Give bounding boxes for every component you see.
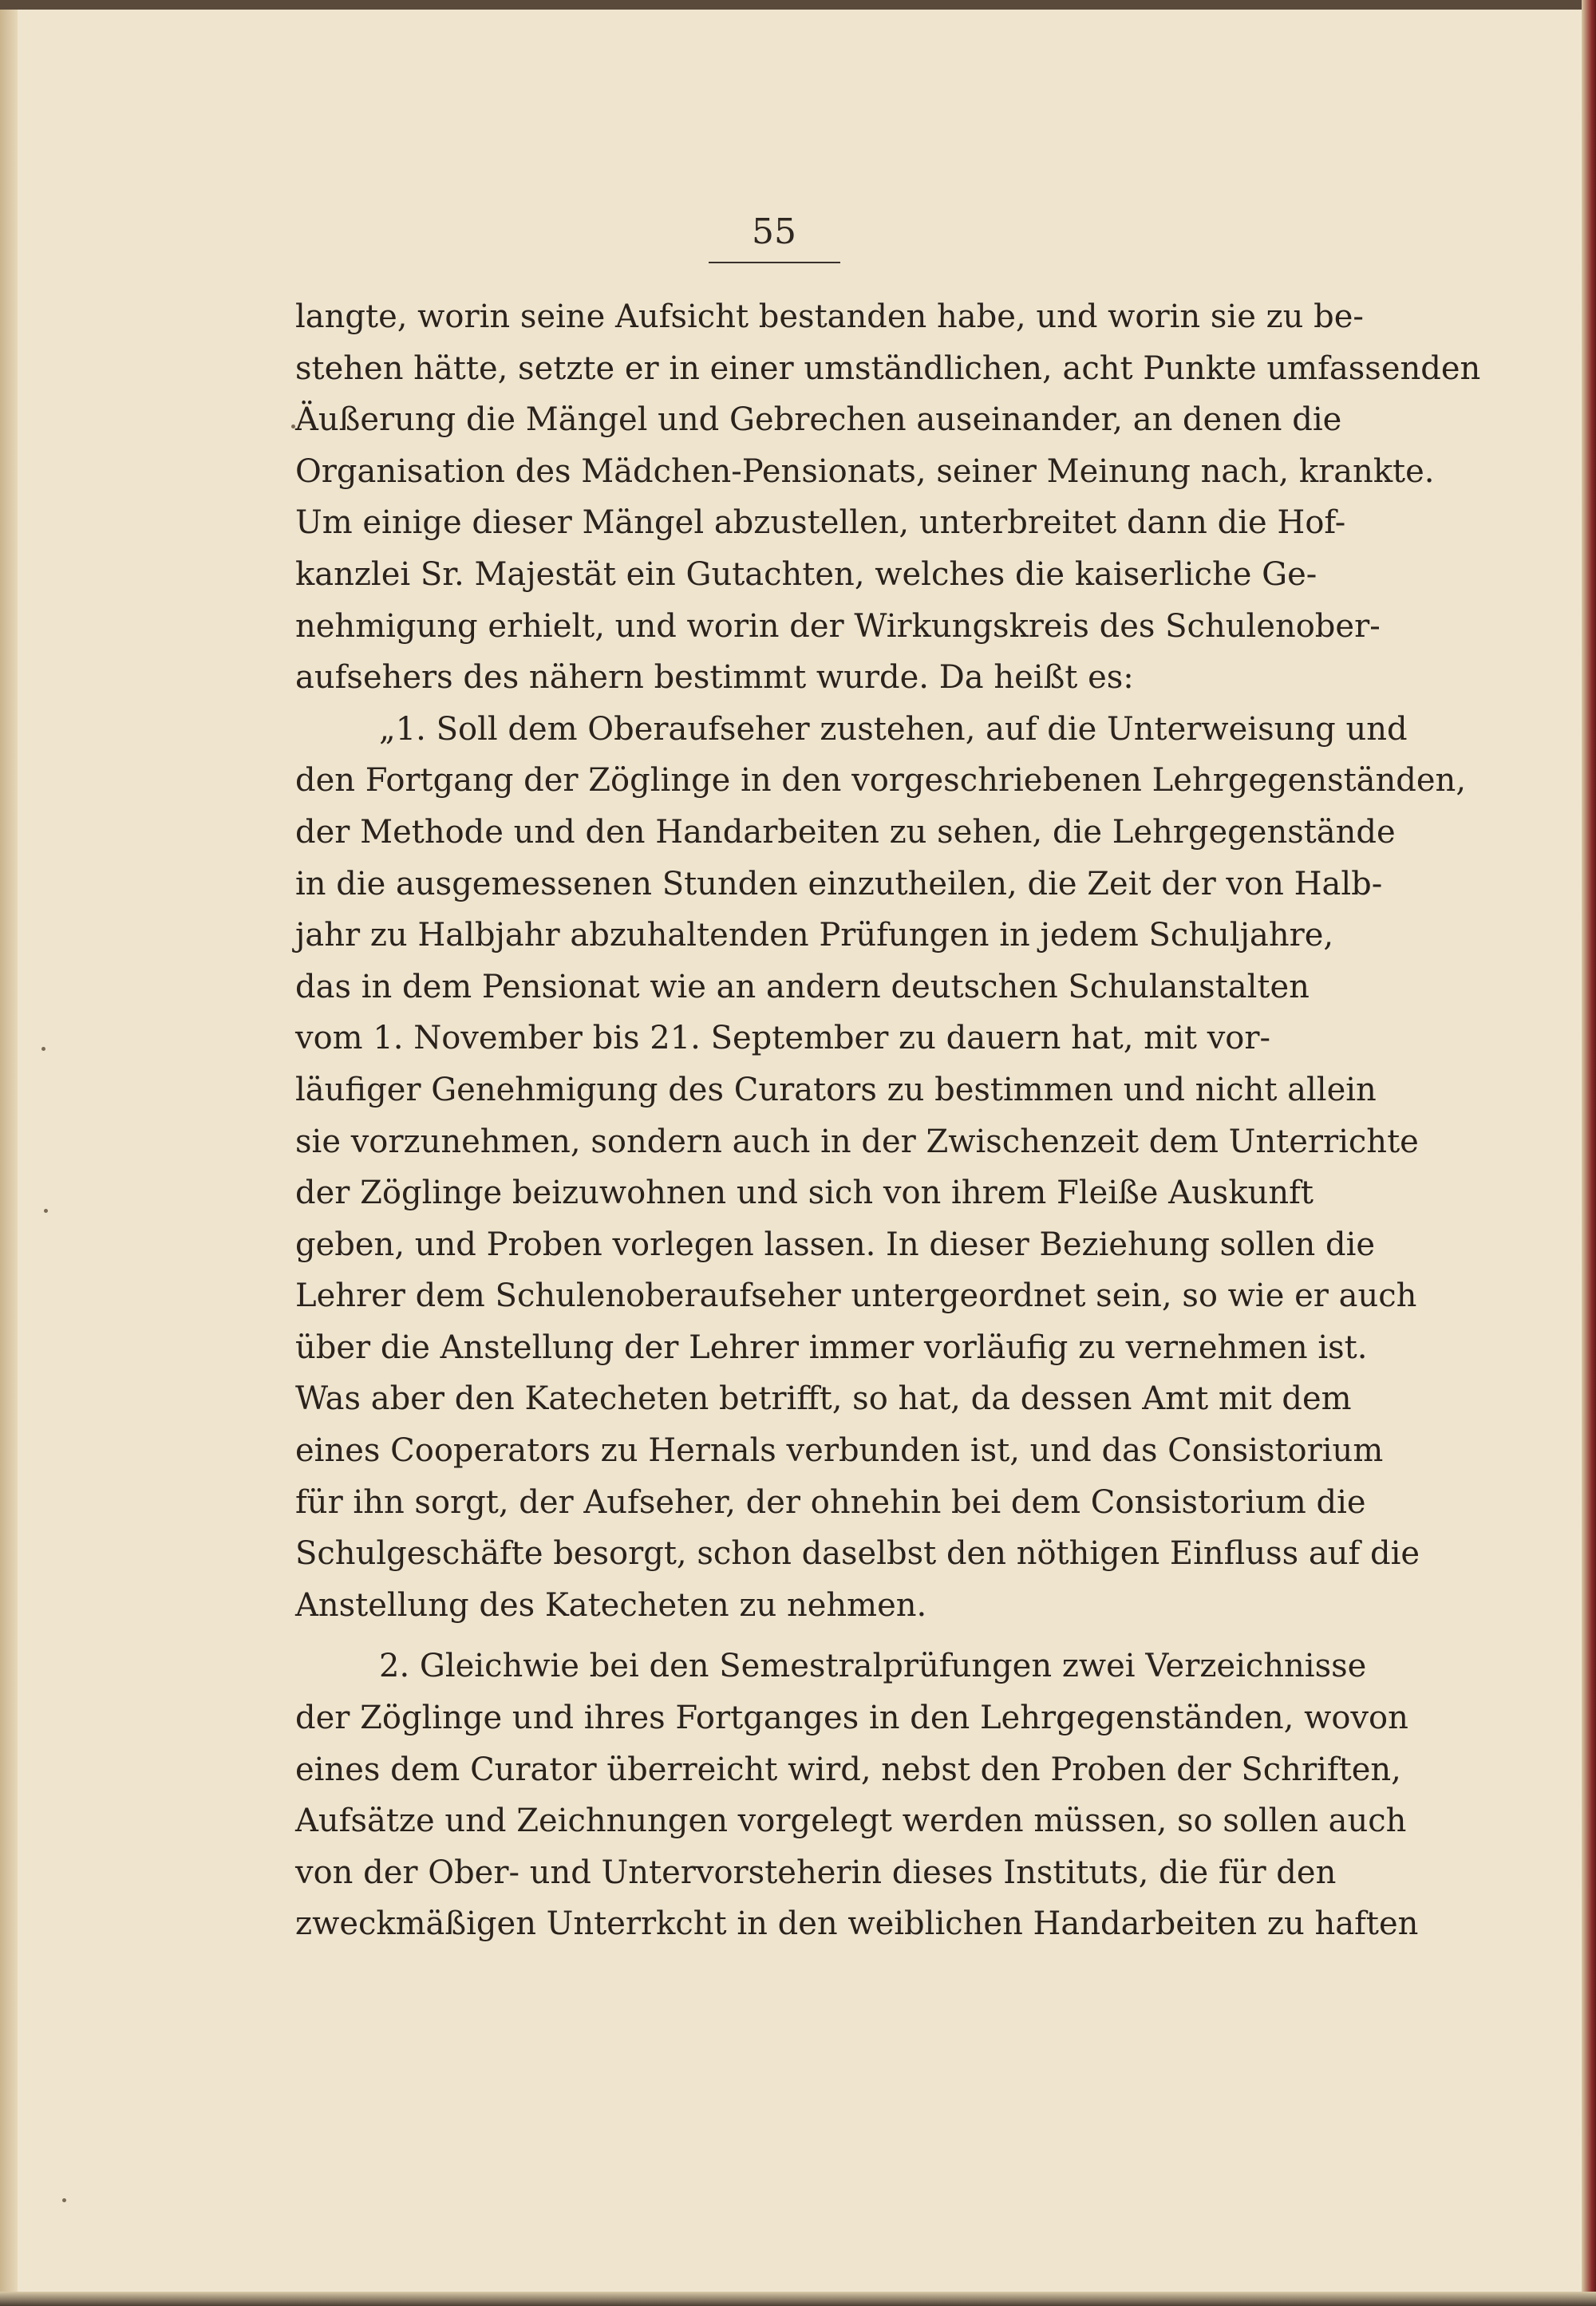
body-text	[295, 291, 1481, 1950]
text-line: Schulgeschäfte besorgt, schon daselbst den nöthigen Einfluss auf die	[295, 1535, 1420, 1573]
text-line: über die Anstellung der Lehrer immer vorläufig zu vernehmen ist.	[295, 1329, 1368, 1366]
text-line: Aufsätze und Zeichnungen vorgelegt werden müssen, so sollen auch	[295, 1803, 1407, 1840]
text-line: langte, worin seine Aufsicht bestanden habe, und worin sie zu be-	[295, 298, 1364, 335]
text-line: Was aber den Katecheten betrifft, so hat, da dessen Amt mit dem	[295, 1380, 1352, 1418]
text-line: nehmigung erhielt, und worin der Wirkungskreis des Schulenober-	[295, 607, 1381, 645]
text-line: Äußerung die Mängel und Gebrechen auseinander, an denen die	[295, 401, 1342, 439]
bottom-edge	[0, 2292, 1596, 2306]
text-line: das in dem Pensionat wie an andern deutschen Schulanstalten	[295, 968, 1310, 1005]
paragraph-2	[295, 704, 1467, 1632]
text-line: vom 1. November bis 21. September zu dauern hat, mit vor-	[295, 1020, 1271, 1057]
text-line: der Methode und den Handarbeiten zu sehen, die Lehrgegenstände	[295, 813, 1396, 851]
page-number: 55	[752, 211, 796, 252]
text-line: 2. Gleichwie bei den Semestralprüfungen zwei Verzeichnisse	[379, 1648, 1367, 1685]
text-line: der Zöglinge beizuwohnen und sich von ihrem Fleiße Auskunft	[295, 1175, 1314, 1212]
text-line: den Fortgang der Zöglinge in den vorgeschriebenen Lehrgegenständen,	[295, 762, 1467, 800]
text-line: geben, und Proben vorlegen lassen. In dieser Beziehung sollen die	[295, 1226, 1376, 1263]
text-line: für ihn sorgt, der Aufseher, der ohnehin bei dem Consistorium die	[295, 1483, 1366, 1521]
text-line: jahr zu Halbjahr abzuhaltenden Prüfungen in jedem Schuljahre,	[295, 917, 1334, 954]
text-line: stehen hätte, setzte er in einer umständlichen, acht Punkte umfassenden	[295, 349, 1481, 387]
margin-mark	[62, 2198, 66, 2202]
paragraph-gap	[295, 1631, 1265, 1641]
text-line: aufsehers des nähern bestimmt wurde. Da heißt es:	[295, 659, 1134, 697]
text-line: kanzlei Sr. Majestät ein Gutachten, welches die kaiserliche Ge-	[295, 555, 1317, 593]
margin-mark	[44, 1209, 48, 1213]
left-page-edge	[0, 10, 18, 2292]
text-line: eines Cooperators zu Hernals verbunden ist, und das Consistorium	[295, 1432, 1384, 1470]
margin-mark	[41, 1047, 45, 1051]
text-line: der Zöglinge und ihres Fortganges in den Lehrgegenständen, wovon	[295, 1700, 1408, 1737]
text-line: läufiger Genehmigung des Curators zu bestimmen und nicht allein	[295, 1071, 1377, 1108]
text-line: Um einige dieser Mängel abzustellen, unterbreitet dann die Hof-	[295, 504, 1346, 542]
page-number-rule	[709, 262, 840, 263]
text-line: Organisation des Mädchen-Pensionats, seiner Meinung nach, krankte.	[295, 452, 1435, 490]
paragraph-1	[295, 291, 1481, 704]
text-line: Anstellung des Katecheten zu nehmen.	[295, 1586, 927, 1624]
text-line: von der Ober- und Untervorsteherin dieses Instituts, die für den	[295, 1854, 1337, 1891]
text-line: in die ausgemessenen Stunden einzutheilen, die Zeit der von Halb-	[295, 865, 1383, 902]
paragraph-3	[295, 1641, 1419, 1950]
text-line: „1. Soll dem Oberaufseher zustehen, auf die Unterweisung und	[379, 710, 1408, 748]
text-line: zweckmäßigen Unterrkcht in den weiblichen Handarbeiten zu haften	[295, 1905, 1419, 1943]
right-binding-edge	[1582, 0, 1596, 2306]
top-edge	[0, 0, 1596, 10]
text-line: Lehrer dem Schulenoberaufseher untergeordnet sein, so wie er auch	[295, 1277, 1417, 1315]
text-line: sie vorzunehmen, sondern auch in der Zwischenzeit dem Unterrichte	[295, 1123, 1419, 1160]
text-line: eines dem Curator überreicht wird, nebst den Proben der Schriften,	[295, 1751, 1401, 1788]
